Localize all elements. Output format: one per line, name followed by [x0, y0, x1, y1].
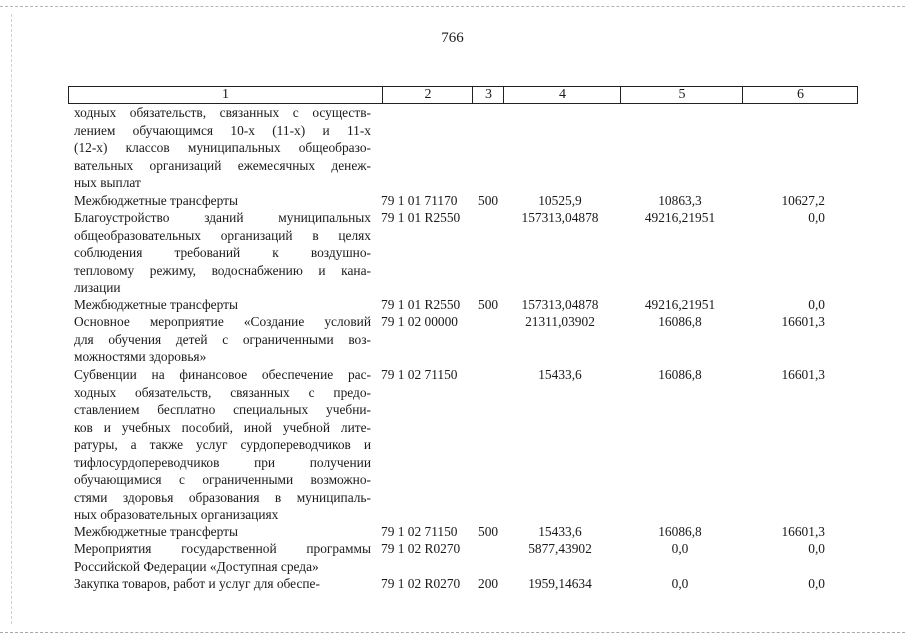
description-line: тепловому режиму, водоснабжению и кана- — [74, 262, 371, 278]
row-value-col6: 16601,3 — [781, 367, 825, 382]
description-line: Субвенции на финансовое обеспечение рас- — [74, 367, 371, 382]
description-line: Благоустройство зданий муниципальных — [74, 210, 371, 225]
row-code: 79 1 02 71150 — [381, 367, 458, 382]
row-value-col4: 21311,03902 — [525, 314, 595, 329]
description-line: ходных обязательств, связанных с осуществ- — [74, 105, 371, 120]
row-code: 79 1 01 R2550 — [381, 210, 461, 225]
description-line: Закупка товаров, работ и услуг для обеспе- — [74, 576, 320, 591]
description-line: общеобразовательных организаций в целях — [74, 227, 371, 243]
description-line: ков и учебных пособий, иной учебной лите- — [74, 419, 371, 435]
header-col-5: 5 — [620, 87, 743, 103]
row-value-col5: 49216,21951 — [644, 297, 716, 312]
row-expense-kind: 200 — [478, 576, 499, 591]
header-col-1: 1 — [222, 87, 229, 102]
row-value-col4: 10525,9 — [538, 193, 582, 208]
description-line: лизации — [74, 280, 121, 295]
row-code: 79 1 02 00000 — [381, 314, 458, 329]
row-description — [74, 296, 371, 314]
row-expense-kind: 500 — [478, 524, 499, 539]
description-line: ратуры, а также услуг сурдопереводчиков и — [74, 437, 371, 452]
row-value-col5: 10863,3 — [658, 193, 702, 208]
description-line: можностями здоровья» — [74, 349, 207, 364]
row-description — [74, 192, 371, 210]
description-line: Российской Федерации «Доступная среда» — [74, 558, 319, 574]
description-line: Межбюджетные трансферты — [74, 297, 238, 312]
header-col-2: 2 — [382, 87, 473, 103]
row-value-col5: 16086,8 — [658, 314, 702, 329]
description-line: ных образовательных организациях — [74, 507, 279, 522]
row-value-col4: 5877,43902 — [528, 541, 592, 556]
row-value-col5: 0,0 — [671, 541, 689, 556]
row-description — [74, 540, 371, 575]
row-value-col5: 0,0 — [671, 576, 689, 591]
description-line: (12-х) классов муниципальных общеобразо- — [74, 140, 371, 155]
row-code: 79 1 01 71170 — [381, 193, 458, 208]
row-value-col6: 0,0 — [808, 541, 825, 556]
row-code: 79 1 01 R2550 — [381, 297, 461, 312]
description-line: Основное мероприятие «Создание условий — [74, 314, 371, 329]
page-number: 766 — [441, 30, 464, 46]
row-value-col6: 0,0 — [808, 576, 825, 591]
description-line: Межбюджетные трансферты — [74, 524, 238, 539]
description-line: для обучения детей с ограниченными воз- — [74, 331, 371, 347]
row-value-col4: 15433,6 — [538, 524, 582, 539]
header-col-4: 4 — [503, 87, 621, 103]
description-line: тифлосурдопереводчиков при получении — [74, 454, 371, 470]
description-line: ных выплат — [74, 175, 141, 190]
row-value-col5: 16086,8 — [658, 524, 702, 539]
row-description — [74, 366, 371, 524]
description-line: Мероприятия государственной программы — [74, 541, 371, 556]
description-line: ставлением бесплатно специальных учебни- — [74, 402, 371, 417]
row-value-col6: 16601,3 — [781, 524, 825, 539]
description-line: соблюдения требований к воздушно- — [74, 245, 371, 260]
row-description — [74, 104, 371, 192]
row-value-col4: 15433,6 — [538, 367, 582, 382]
row-code: 79 1 02 71150 — [381, 524, 458, 539]
row-value-col6: 0,0 — [808, 210, 825, 225]
row-value-col4: 157313,04878 — [521, 297, 599, 312]
description-line: вательных организаций ежемесячных денеж- — [74, 157, 371, 173]
description-line: обучающимися с ограниченными возможно- — [74, 472, 371, 487]
row-value-col6: 0,0 — [808, 297, 825, 312]
description-line: лением обучающимся 10-х (11-х) и 11-х — [74, 122, 371, 138]
row-description — [74, 209, 371, 297]
row-expense-kind: 500 — [478, 297, 499, 312]
row-value-col5: 16086,8 — [658, 367, 702, 382]
row-value-col5: 49216,21951 — [644, 210, 716, 225]
header-col-3: 3 — [472, 87, 504, 103]
header-col-6: 6 — [742, 87, 858, 103]
row-value-col4: 1959,14634 — [528, 576, 592, 591]
row-expense-kind: 500 — [478, 193, 499, 208]
description-line: ходных обязательств, связанных с предо- — [74, 384, 371, 400]
row-description — [74, 313, 371, 366]
row-code: 79 1 02 R0270 — [381, 576, 461, 591]
row-value-col6: 16601,3 — [781, 314, 825, 329]
description-line: Межбюджетные трансферты — [74, 193, 238, 208]
description-line: стями здоровья образования в муниципаль- — [74, 489, 371, 505]
row-description — [74, 575, 371, 593]
row-code: 79 1 02 R0270 — [381, 541, 461, 556]
row-value-col6: 10627,2 — [781, 193, 825, 208]
row-value-col4: 157313,04878 — [521, 210, 599, 225]
row-description — [74, 523, 371, 541]
